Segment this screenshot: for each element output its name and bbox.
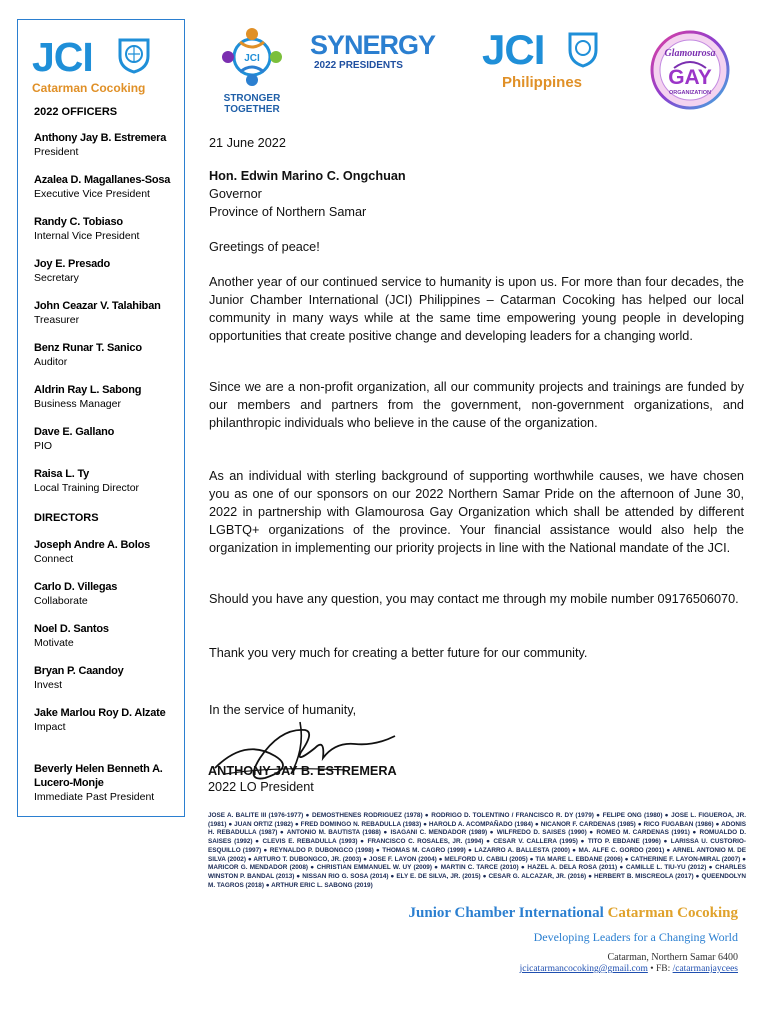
- jci-chapter-logo: [32, 34, 182, 100]
- director-name: Jake Marlou Roy D. Alzate: [34, 707, 166, 719]
- paragraph-thanks: [209, 644, 744, 662]
- greeting: Greetings of peace!: [209, 240, 320, 254]
- stronger-together-logo: [214, 24, 290, 124]
- officer-entry: [34, 341, 179, 369]
- signer-name: ANTHONY JAY B. ESTREMERA: [208, 764, 397, 778]
- email-link[interactable]: jcicatarmancocoking@gmail.com: [519, 964, 648, 974]
- paragraph-sponsorship: [209, 467, 744, 557]
- officer-name: Randy C. Tobiaso: [34, 216, 123, 228]
- footer-address: Catarman, Northern Samar 6400: [607, 952, 738, 963]
- director-entry: [34, 664, 179, 692]
- footer-contact: [520, 964, 738, 974]
- paragraph-text: Since we are a non-profit organization, all our community projects and trainings are funded by our members and partners from the government, non-government organizations, and philanthropic individuals who believe in the cause of the organization.: [209, 380, 744, 430]
- director-entry: [34, 538, 179, 566]
- director-role: Connect: [34, 553, 74, 565]
- officer-name: Anthony Jay B. Estremera: [34, 132, 167, 144]
- director-entry: [34, 580, 179, 608]
- footer-tagline: Developing Leaders for a Changing World: [533, 930, 738, 944]
- fb-label: • FB:: [647, 964, 673, 974]
- officer-entry: [34, 299, 179, 327]
- officer-name: Aldrin Ray L. Sabong: [34, 384, 142, 396]
- chapter-name: Catarman Cocoking: [32, 81, 146, 95]
- facebook-link[interactable]: /catarmanjaycees: [672, 964, 738, 974]
- letter-date: 21 June 2022: [209, 136, 286, 150]
- signer-title: 2022 LO President: [208, 780, 314, 794]
- officer-entry: [34, 215, 179, 243]
- glamourosa-text: Glamourosa: [664, 48, 716, 59]
- people-circle-icon: [214, 24, 290, 88]
- officer-name: Joy E. Presado: [34, 258, 111, 270]
- jci-philippines-logo: [482, 26, 622, 92]
- directors-heading: DIRECTORS: [34, 512, 99, 524]
- past-president-role: Immediate Past President: [34, 791, 155, 803]
- jci-globe-icon: [568, 32, 598, 68]
- paragraph-text: Should you have any question, you may contact me through my mobile number 09176506070.: [209, 592, 739, 606]
- jci-logo-text: JCI: [32, 34, 93, 80]
- past-president-entry: [34, 762, 179, 804]
- jci-philippines-text: JCI: [482, 26, 545, 73]
- organization-text: ORGANIZATION: [668, 90, 712, 96]
- synergy-subtitle: 2022 PRESIDENTS: [314, 60, 403, 71]
- officer-role: Auditor: [34, 356, 68, 368]
- director-role: Invest: [34, 679, 63, 691]
- officer-entry: [34, 257, 179, 285]
- addressee-title: Governor: [209, 187, 262, 201]
- director-entry: [34, 622, 179, 650]
- officers-heading: 2022 OFFICERS: [34, 106, 118, 118]
- director-entry: [34, 706, 179, 734]
- svg-text:JCI: JCI: [244, 53, 260, 64]
- officer-role: Internal Vice President: [34, 230, 140, 242]
- officer-entry: [34, 383, 179, 411]
- director-name: Bryan P. Caandoy: [34, 665, 124, 677]
- officer-role: President: [34, 146, 79, 158]
- synergy-logo: [310, 30, 445, 90]
- officer-name: Azalea D. Magallanes-Sosa: [34, 174, 171, 186]
- officers-sidebar: [17, 19, 185, 817]
- footer-organization: [409, 905, 738, 922]
- footer-chapter-name: Catarman Cocoking: [607, 905, 738, 921]
- gay-text: GAY: [668, 66, 712, 89]
- addressee-name: Hon. Edwin Marino C. Ongchuan: [209, 169, 406, 183]
- officer-role: Secretary: [34, 272, 79, 284]
- officer-role: PIO: [34, 440, 53, 452]
- paragraph-intro: [209, 273, 744, 345]
- jci-shield-icon: [118, 38, 150, 74]
- officer-name: John Ceazar V. Talahiban: [34, 300, 161, 312]
- synergy-text: SYNERGY: [310, 30, 436, 60]
- past-president-name-line2: Lucero-Monje: [34, 777, 104, 789]
- officer-role: Executive Vice President: [34, 188, 150, 200]
- past-presidents-list: JOSE A. BALITE III (1976-1977) ● DEMOSTHENES RODRIGUEZ (1978) ● RODRIGO D. TOLENTINO / FRANCISCO R. DY (1979) ● FELIPE ONG (1980) ● JOSE L. FIGUEROA, JR. (1981) ● JUAN ORTIZ (1982) ● FRED DOMINGO N. REBADULLA (1983) ● HAROLD A. ACOMPAÑADO (1984) ● NICANOR F. CARDENAS (1985) ● RICO FUGABAN (1986) ● ADONIS H. REBADULLA (1987) ● ANTONIO M. BAUTISTA (1988) ● ISAGANI C. MENDADOR (1989) ● WILFREDO D. SAISES (1990) ● ROMEO M. CARDENAS (1991) ● ROMUALDO D. SAISES (1992) ● CLEVIS E. REBADULLA (1993) ● FRANCISCO C. ROSALES, JR. (1994) ● CESAR V. CALLERA (1995) ● TITO P. EBDANE (1996) ● LARISSA U. CUSTORIO-ESQUILLO (1997) ● REYNALDO P. DUBONGCO (1998) ● THOMAS M. CAGRO (1999) ● LAZARRO A. BALLESTA (2000) ● MA. ALFE C. GORDO (2001) ● ARNEL ANTONIO M. DE SILVA (2002) ● ARTURO T. DUBONGCO, JR. (2003) ● JOSE F. LAYON (2004) ● MELFORD U. CABILI (2005) ● TIA MARE L. EBDANE (2006) ● CATHERINE F. LAYON-MIRAL (2007) ● MARICOR G. MENDADOR (2008) ● CHRISTIAN EMMANUEL W. UY (2009) ● MARTIN C. TARCE (2010) ● HAZEL A. DELA ROSA (2011) ● CAMILLE L. TIU-YU (2012) ● CHARLES WINSTON P. BANDAL (2013) ● NISSAN RIO G. SOSA (2014) ● ELY E. DE SILVA, JR. (2015) ● CESAR G. ALCAZAR, JR. (2016) ● HERBERT B. MISCREOLA (2017) ● QUEENDOLYN M. TAGROS (2018) ● ARTHUR ERIC L. SABONG (2019): [208, 812, 746, 889]
- director-role: Collaborate: [34, 595, 88, 607]
- glamourosa-gay-logo: [650, 30, 730, 110]
- together-text: TOGETHER: [224, 104, 280, 115]
- officer-entry: [34, 131, 179, 159]
- director-role: Impact: [34, 721, 66, 733]
- stronger-text: STRONGER: [223, 93, 281, 104]
- paragraph-funding: [209, 378, 744, 432]
- director-role: Motivate: [34, 637, 74, 649]
- signer-block: [208, 763, 397, 795]
- paragraph-text: Thank you very much for creating a better future for our community.: [209, 646, 588, 660]
- officer-name: Benz Runar T. Sanico: [34, 342, 142, 354]
- footer-org-name: Junior Chamber International: [408, 905, 604, 921]
- director-name: Carlo D. Villegas: [34, 581, 118, 593]
- director-name: Noel D. Santos: [34, 623, 109, 635]
- past-president-name-line1: Beverly Helen Benneth A.: [34, 763, 163, 775]
- paragraph-text: Another year of our continued service to humanity is upon us. For more than four decades, the Junior Chamber International (JCI) Philippines – Catarman Cocoking has helped our local community in many ways while at the same time empowering young people in developing opportunities that create positive change and developing leaders for a changing world.: [209, 275, 744, 343]
- addressee-block: [209, 167, 744, 221]
- officer-entry: [34, 173, 179, 201]
- officer-name: Raisa L. Ty: [34, 468, 90, 480]
- addressee-place: Province of Northern Samar: [209, 205, 367, 219]
- director-name: Joseph Andre A. Bolos: [34, 539, 150, 551]
- officer-entry: [34, 425, 179, 453]
- officer-name: Dave E. Gallano: [34, 426, 115, 438]
- paragraph-contact: [209, 590, 744, 608]
- officer-role: Business Manager: [34, 398, 121, 410]
- officer-role: Treasurer: [34, 314, 80, 326]
- officer-entry: [34, 467, 179, 495]
- letter-closing: In the service of humanity,: [209, 703, 357, 717]
- country-text: Philippines: [502, 74, 583, 91]
- officer-role: Local Training Director: [34, 482, 140, 494]
- paragraph-text: As an individual with sterling background of supporting worthwhile causes, we have chosen you as one of our sponsors on our 2022 Northern Samar Pride on the afternoon of June 30, 2022 in partnership with Glamourosa Gay Organization which shall be attended by different LGBTQ+ organizations of the province. Your financial assistance would also help the organization in implementing our priority projects in line with the National mandate of the JCI.: [209, 469, 744, 555]
